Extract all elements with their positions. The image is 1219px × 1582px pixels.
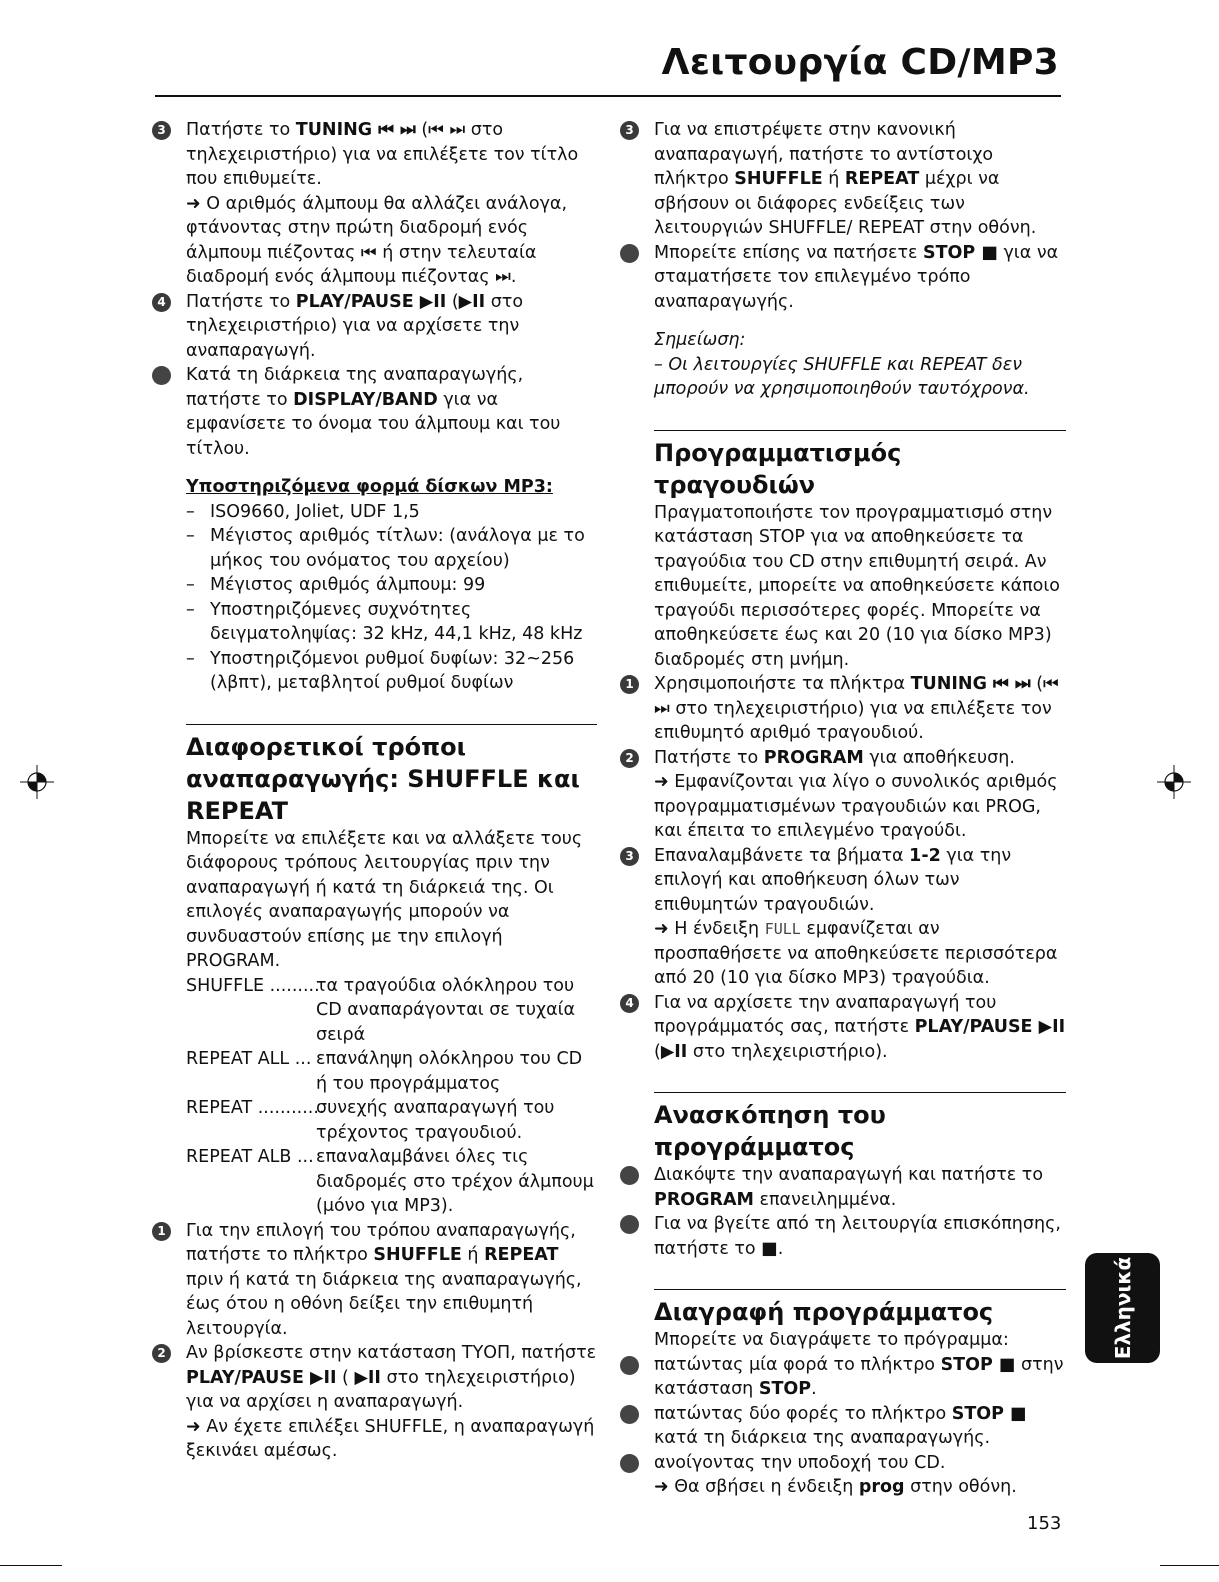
bullet-icon — [620, 1215, 639, 1234]
result-note: ➜ Εμφανίζονται για λίγο ο συνολικός αριθμός προγραμματισμένων τραγουδιών και PROG, και έπειτα το επιλεγμένο τραγούδι. — [654, 772, 1058, 841]
step-text: στο τηλεχειριστήριο) για να αρχίσει η αναπαραγωγή. — [186, 1367, 576, 1412]
mode-repeat — [152, 1096, 597, 1145]
step-text: ή — [461, 1245, 485, 1265]
key-name: prog — [858, 1477, 905, 1497]
step-number-badge: 3 — [152, 121, 171, 140]
mode-shuffle — [152, 974, 597, 1048]
step-number-badge: 2 — [152, 1344, 171, 1363]
key-name: TUNING ⏮ ⏭ — [295, 120, 416, 140]
list-item-text: Μέγιστος αριθμός τίτλων: (ανάλογα με το μήκος του ονόματος του αρχείου) — [210, 526, 585, 571]
step-3-return — [620, 118, 1066, 241]
lcd-full-indicator: FULL — [764, 920, 801, 938]
dash-marker: – — [186, 526, 195, 546]
formats-list — [152, 500, 597, 696]
dash-marker: – — [186, 501, 195, 522]
step-text: Πατήστε το — [186, 120, 296, 140]
step-text: πριν ή κατά τη διάρκεια της αναπαραγωγής, έως ότου η οθόνη δείξει την επιθυμητή λειτουργία. — [186, 1269, 582, 1339]
step-number-badge: 1 — [152, 1222, 171, 1241]
key-name: PLAY/PAUSE ▶II — [295, 291, 447, 312]
step-4-play — [152, 290, 597, 364]
step-text: Πατήστε το — [654, 747, 764, 768]
dash-marker: – — [186, 648, 195, 669]
bullet-text: Κατά τη διάρκεια της αναπαραγωγής, πατήστε το — [186, 365, 524, 410]
bullet-text: Μπορείτε επίσης να πατήσετε — [654, 242, 924, 263]
mode-description: επανάληψη ολόκληρου του CD ή του προγράμματος — [316, 1049, 583, 1094]
bullet-text: . — [777, 1238, 784, 1259]
note-heading: Σημείωση: — [654, 330, 746, 350]
registration-mark-icon — [1157, 765, 1191, 799]
step-text: Αν βρίσκεστε στην κατάσταση ΤΥΟΠ, πατήστε — [186, 1343, 597, 1363]
bullet-text: ανοίγοντας την υποδοχή του CD. — [654, 1452, 946, 1473]
list-item — [186, 598, 597, 647]
dash-marker: – — [186, 599, 195, 620]
mode-description: συνεχής αναπαραγωγή του τρέχοντος τραγουδιού. — [316, 1098, 555, 1143]
mode-name: REPEAT ALB ... — [186, 1147, 314, 1167]
list-item — [186, 573, 597, 598]
bullet-icon — [620, 244, 639, 263]
mode-description: τα τραγούδια ολόκληρου του CD αναπαράγονται σε τυχαία σειρά — [316, 975, 576, 1045]
bullet-icon — [620, 1356, 639, 1375]
bullet-review-2 — [620, 1212, 1066, 1261]
result-note — [654, 917, 1066, 991]
step-text: ( — [336, 1367, 355, 1388]
dash-marker: – — [186, 575, 195, 595]
note-text: ➜ Η ένδειξη — [654, 919, 765, 939]
bullet-delete-3 — [620, 1451, 1066, 1500]
bullet-icon — [620, 1405, 639, 1424]
key-name: ▶II — [660, 1041, 688, 1062]
list-item-text: Μέγιστος αριθμός άλμπουμ: 99 — [210, 575, 486, 595]
bullet-text: κατά τη διάρκεια της αναπαραγωγής. — [654, 1428, 991, 1448]
section-title-programming: Προγραμματισμός τραγουδιών — [654, 438, 902, 499]
list-item-text: Υποστηριζόμενοι ρυθμοί δυφίων: 32~256 (λβπτ), μεταβλητοί ρυθμοί δυφίων — [210, 648, 575, 693]
key-name: STOP ■ — [940, 1354, 1016, 1375]
step-3-tuning — [152, 118, 597, 290]
key-name: PROGRAM — [654, 1189, 754, 1210]
bullet-review-1 — [620, 1163, 1066, 1212]
stop-icon: ■ — [761, 1238, 778, 1259]
bullet-text: Διακόψτε την αναπαραγωγή και πατήστε το — [654, 1165, 1044, 1185]
step-text: ( — [654, 1041, 661, 1062]
page-number: 153 — [1027, 1513, 1062, 1534]
section-rule — [654, 1092, 1066, 1093]
step-number-badge: 4 — [620, 994, 639, 1013]
key-name: SHUFFLE — [734, 169, 823, 189]
mode-repeat-all — [152, 1047, 597, 1096]
bullet-text: πατώντας δύο φορές το πλήκτρο — [654, 1403, 952, 1424]
mode-name: REPEAT ............ — [186, 1098, 325, 1118]
mode-name: REPEAT ALL ... — [186, 1049, 312, 1069]
key-name: REPEAT — [484, 1245, 559, 1265]
mode-step-1 — [152, 1219, 597, 1342]
step-text: Για την επιλογή του τρόπου αναπαραγωγής, πατήστε το πλήκτρο — [186, 1220, 576, 1265]
step-text: ή — [822, 169, 845, 189]
step-text: Επαναλαμβάνετε τα βήματα — [654, 845, 910, 866]
step-text: Πατήστε το — [186, 291, 296, 312]
section-rule — [654, 430, 1066, 431]
registration-mark-icon — [20, 765, 54, 799]
bullet-stop — [620, 241, 1066, 315]
step-number-badge: 1 — [620, 675, 639, 694]
language-tab-label: Ελληνικά — [1110, 1256, 1135, 1360]
prog-step-1 — [620, 672, 1066, 746]
list-item — [186, 647, 597, 696]
step-text: στο τηλεχειριστήριο). — [687, 1041, 888, 1062]
step-text: Για να αρχίσετε την αναπαραγωγή του προγράμματός σας, πατήστε — [654, 992, 997, 1037]
step-text: ( — [446, 291, 459, 312]
result-note: ➜ Αν έχετε επιλέξει SHUFFLE, η αναπαραγωγή ξεκινάει αμέσως. — [186, 1416, 595, 1461]
section-title-delete: Διαγραφή προγράμματος — [654, 1298, 994, 1326]
result-note — [654, 1475, 1066, 1500]
step-text: Για να επιστρέψετε στην κανονική αναπαραγωγή, πατήστε το αντίστοιχο πλήκτρο — [654, 120, 994, 189]
crop-mark — [0, 1565, 62, 1566]
section-title-review: Ανασκόπηση του προγράμματος — [654, 1101, 886, 1161]
programming-intro: Πραγματοποιήστε τον προγραμματισμό στην κατάσταση STOP για να αποθηκεύσετε τα τραγούδια του CD στην επιθυμητή σειρά. Αν επιθυμείτε, μπορείτε να αποθηκεύσετε κάποιο τραγούδι περισσότερες φορές. Μπορείτε να αποθηκεύσετε έως και 20 (10 για δίσκο MP3) διαδρομές στη μνήμη. — [654, 502, 1060, 670]
list-item-text: ISO9660, Joliet, UDF 1,5 — [210, 501, 420, 522]
key-name: SHUFFLE — [373, 1245, 462, 1265]
bullet-text: πατώντας μία φορά το πλήκτρο — [654, 1354, 941, 1375]
step-number-badge: 3 — [620, 847, 639, 866]
language-side-tab — [1085, 1253, 1160, 1363]
page-title: Λειτουργία CD/MP3 — [661, 42, 1059, 83]
key-name: TUNING ⏮ ⏭ — [910, 674, 1031, 694]
key-name: STOP ■ — [951, 1403, 1027, 1424]
note-text: εμφανίζεται αν προσπαθήσετε να αποθηκεύσετε περισσότερα από 20 (10 για δίσκο MP3) τραγούδια. — [654, 919, 1058, 988]
step-text: για την επιλογή και αποθήκευση όλων των επιθυμητών τραγουδιών. — [654, 845, 1012, 915]
crop-mark — [1160, 1565, 1219, 1566]
mode-repeat-alb — [152, 1145, 597, 1219]
step-number-badge: 4 — [152, 293, 171, 312]
prog-step-3 — [620, 844, 1066, 991]
step-text: μέχρι να σβήσουν οι διάφορες ενδείξεις των λειτουργιών SHUFFLE/ REPEAT στην οθόνη. — [654, 169, 1037, 238]
bullet-delete-2 — [620, 1402, 1066, 1451]
key-name: DISPLAY/BAND — [293, 389, 438, 410]
bullet-text: Για να βγείτε από τη λειτουργία επισκόπησης, πατήστε το — [654, 1214, 1061, 1259]
mode-description: επαναλαμβάνει όλες τις διαδρομές στο τρέχον άλμπουμ (μόνο για MP3). — [316, 1147, 594, 1216]
mode-name: SHUFFLE ......... — [186, 975, 320, 996]
right-column — [620, 118, 1066, 1500]
bullet-text: για να εμφανίσετε το όνομα του άλμπουμ και του τίτλου. — [186, 389, 561, 459]
section-rule — [654, 1289, 1066, 1290]
bullet-delete-1 — [620, 1353, 1066, 1402]
note-text: στην οθόνη. — [904, 1477, 1017, 1497]
mode-step-2 — [152, 1341, 597, 1464]
key-name: ▶II — [458, 291, 486, 312]
note-text: ➜ Θα σβήσει η ένδειξη — [654, 1477, 859, 1497]
bullet-text: επανειλημμένα. — [753, 1189, 897, 1210]
step-text: για αποθήκευση. — [863, 747, 1015, 768]
list-item — [186, 500, 597, 525]
modes-intro: Μπορείτε να επιλέξετε και να αλλάξετε τους διάφορους τρόπους λειτουργίας πριν την αναπαραγωγή ή κατά τη διάρκειά της. Οι επιλογές αναπαραγωγής μπορούν να συνδυαστούν επίσης με την επιλογή PROGRAM. — [186, 828, 583, 971]
step-text: Χρησιμοποιήστε τα πλήκτρα — [654, 674, 911, 694]
key-name: STOP ■ — [923, 242, 998, 263]
bullet-text: . — [811, 1379, 817, 1399]
section-rule — [186, 724, 597, 725]
formats-heading: Υποστηριζόμενα φορμά δίσκων MP3: — [186, 477, 553, 497]
step-number-badge: 2 — [620, 749, 639, 768]
step-text: (⏮ ⏭ στο τηλεχειριστήριο) για να επιλέξετε τον επιθυμητό αριθμό τραγουδιού. — [654, 674, 1059, 743]
prog-step-2 — [620, 746, 1066, 844]
step-text: (⏮ ⏭ στο τηλεχειριστήριο) για να επιλέξετε τον τίτλο που επιθυμείτε. — [186, 120, 579, 189]
key-name: 1-2 — [909, 845, 941, 866]
header-rule — [155, 95, 1061, 97]
key-name: PLAY/PAUSE ▶II — [914, 1017, 1066, 1037]
delete-intro: Μπορείτε να διαγράψετε το πρόγραμμα: — [654, 1330, 1009, 1350]
section-title-play-modes: Διαφορετικοί τρόποι αναπαραγωγής: SHUFFLE και REPEAT — [186, 732, 580, 825]
prog-step-4 — [620, 991, 1066, 1065]
bullet-text: στην κατάσταση — [654, 1354, 1064, 1399]
key-name: STOP — [758, 1379, 812, 1399]
bullet-icon — [152, 366, 171, 385]
step-text: στο τηλεχειριστήριο) για να αρχίσετε την αναπαραγωγή. — [186, 291, 524, 361]
left-column — [152, 118, 597, 1464]
bullet-icon — [620, 1166, 639, 1185]
key-name: ▶II — [354, 1367, 381, 1388]
key-name: PLAY/PAUSE ▶II — [186, 1367, 337, 1388]
bullet-text: για να σταματήσετε τον επιλεγμένο τρόπο αναπαραγωγής. — [654, 242, 1059, 312]
step-number-badge: 3 — [620, 121, 639, 140]
note-text: – Οι λειτουργίες SHUFFLE και REPEAT δεν μπορούν να χρησιμοποιηθούν ταυτόχρονα. — [654, 354, 1030, 399]
bullet-icon — [620, 1454, 639, 1473]
bullet-display-band — [152, 363, 597, 461]
key-name: REPEAT — [844, 169, 920, 189]
list-item — [186, 524, 597, 573]
key-name: PROGRAM — [763, 747, 864, 768]
result-note: ➜ Ο αριθμός άλμπουμ θα αλλάζει ανάλογα, φτάνοντας στην πρώτη διαδρομή ενός άλμπουμ πιέζοντας ⏮ ή στην τελευταία διαδρομή ενός άλμπουμ πιέζοντας ⏭. — [186, 193, 568, 287]
list-item-text: Υποστηριζόμενες συχνότητες δειγματοληψίας: 32 kHz, 44,1 kHz, 48 kHz — [210, 599, 583, 644]
